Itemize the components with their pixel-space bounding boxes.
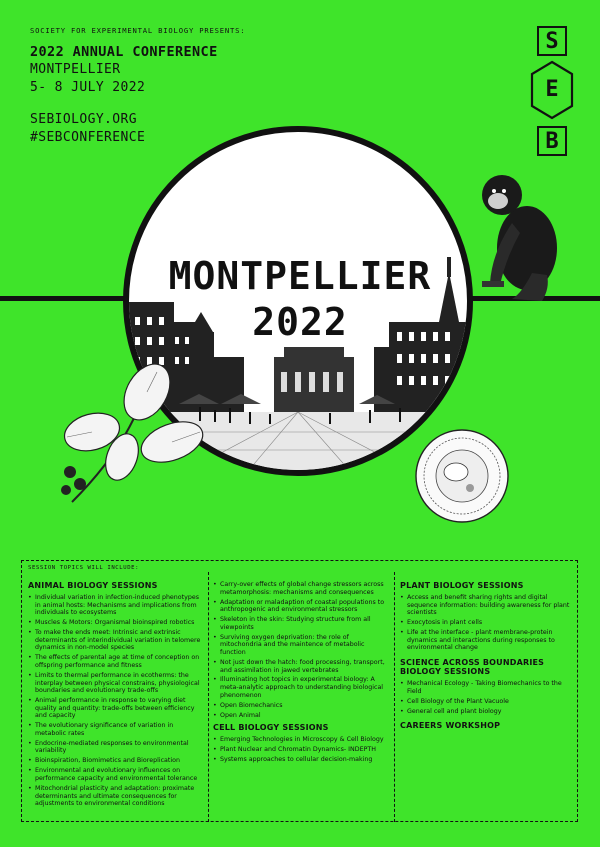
animal-heading: ANIMAL BIOLOGY SESSIONS — [28, 581, 158, 590]
chimpanzee-illustration — [472, 163, 564, 305]
careers-heading: CAREERS WORKSHOP — [400, 721, 501, 731]
session-item: • Skeleton in the skin: Studying structure from all viewpoints — [213, 616, 389, 631]
session-item: • General cell and plant biology — [400, 708, 572, 716]
animal-sessions-continued — [213, 581, 389, 766]
session-item: • Not just down the hatch: food processing, transport, and assimilation in jawed vertebrates — [213, 659, 389, 674]
seb-logo — [528, 26, 576, 166]
session-item: • Open Animal — [213, 712, 389, 720]
session-item: • The effects of parental age at time of conception on offspring performance and fitness — [28, 654, 203, 669]
session-item: • Systems approaches to cellular decision-making — [213, 756, 389, 764]
logo-letter-s: S — [537, 26, 567, 56]
session-item: • Surviving oxygen deprivation: the role of mitochondria and the maintence of metabolic function — [213, 634, 389, 657]
branch-illustration — [52, 362, 222, 512]
column-divider — [208, 572, 209, 822]
session-item: • Access and benefit sharing rights and digital sequence information: building awareness for plant scientists — [400, 594, 572, 617]
session-item: • Animal performance in response to varying diet quality and quantity: trade-offs between efficiency and capacity — [28, 697, 203, 720]
boundaries-list — [400, 680, 572, 715]
session-item: • Individual variation in infection-induced phenotypes in animal hosts: Mechanisms and implications from individuals to ecosystems — [28, 594, 203, 617]
session-item: • Life at the interface - plant membrane-protein dynamics and interactions during responses to environmental change — [400, 629, 572, 652]
boundaries-heading: SCIENCE ACROSS BOUNDARIES — [400, 657, 545, 667]
conference-dates: 5- 8 JULY 2022 — [30, 80, 146, 95]
session-item: • Adaptation or maladaption of coastal populations to anthropogenic and environmental stressors — [213, 599, 389, 614]
session-item: • Cell Biology of the Plant Vacuole — [400, 698, 572, 706]
plant-cross-section-illustration — [412, 426, 512, 526]
session-item: • Exocytosis in plant cells — [400, 619, 572, 627]
hashtag: #SEBCONFERENCE — [30, 130, 146, 145]
cell-list — [213, 736, 389, 764]
session-item: • Plant Nuclear and Chromatin Dynamics- INDEPTH — [213, 746, 389, 754]
hero-title-city: MONTPELLIER — [168, 254, 432, 298]
plant-heading: PLANT BIOLOGY SESSIONS — [400, 581, 524, 590]
session-item: • Illuminating hot topics in experimental biology: A meta-analytic approach to understanding biological phenomenon — [213, 676, 389, 699]
session-item: • Muscles & Motors: Organismal bioinspired robotics — [28, 619, 203, 627]
session-item: • Endocrine-mediated responses to environmental variability — [28, 740, 203, 755]
session-item: • Carry-over effects of global change stressors across metamorphosis: mechanisms and consequences — [213, 581, 389, 596]
animal-sessions — [28, 581, 203, 810]
topics-label: SESSION TOPICS WILL INCLUDE: — [28, 565, 140, 571]
session-item: • Mechanical Ecology - Taking Biomechanics to the Field — [400, 680, 572, 695]
logo-letter-b: B — [537, 126, 567, 156]
session-item: • To make the ends meet: Intrinsic and extrinsic determinants of interindividual variation in telomere dynamics in non-model species — [28, 629, 203, 652]
logo-letter-e: E — [545, 77, 559, 102]
session-item: • Environmental and evolutionary influences on performance capacity and environmental tolerance — [28, 767, 203, 782]
session-item: • Bioinspiration, Biomimetics and Bioreplication — [28, 757, 203, 765]
boundaries-heading-2: BIOLOGY SESSIONS — [400, 666, 491, 676]
session-item: • The evolutionary significance of variation in metabolic rates — [28, 722, 203, 737]
session-item: • Emerging Technologies in Microscopy & Cell Biology — [213, 736, 389, 744]
session-item: • Mitochondrial plasticity and adaptation: proximate determinants and ultimate consequences for adjustments to environmental conditions — [28, 785, 203, 808]
session-item: • Open Biomechanics — [213, 702, 389, 710]
website-link[interactable]: SEBIOLOGY.ORG — [30, 112, 137, 127]
plant-list — [400, 594, 572, 652]
hero-title-year: 2022 — [252, 300, 348, 344]
presenter-line: SOCIETY FOR EXPERIMENTAL BIOLOGY PRESENTS: — [30, 26, 246, 35]
plant-sessions — [400, 581, 572, 734]
animal-cont-list — [213, 581, 389, 719]
animal-list — [28, 594, 203, 808]
cell-heading: CELL BIOLOGY SESSIONS — [213, 723, 329, 733]
conference-title: 2022 ANNUAL CONFERENCE — [30, 44, 218, 60]
session-item: • Limits to thermal performance in ecotherms: the interplay between physical constrains, physiological boundaries and evolutionary trade-offs — [28, 672, 203, 695]
column-divider — [394, 572, 395, 822]
conference-city: MONTPELLIER — [30, 62, 121, 77]
